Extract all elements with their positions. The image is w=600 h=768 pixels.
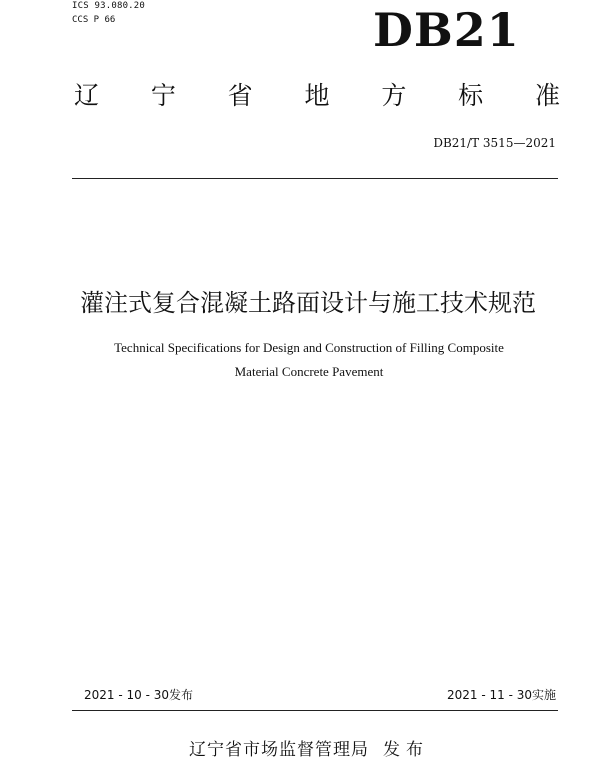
issuer-name: 辽宁省市场监督管理局 xyxy=(189,740,369,760)
implementation-date: 2021 - 11 - 30实施 xyxy=(447,688,556,702)
bottom-divider xyxy=(72,710,558,711)
standard-type-char: 宁 xyxy=(150,81,176,110)
standard-code-logo: DB21 xyxy=(373,3,520,57)
issuer-verb: 发布 xyxy=(383,740,429,760)
standard-type-heading xyxy=(74,80,560,112)
english-title-line-2: Material Concrete Pavement xyxy=(234,364,384,379)
standard-type-char: 辽 xyxy=(74,81,100,110)
standard-type-char: 准 xyxy=(534,81,560,110)
standard-type-char: 方 xyxy=(381,81,407,110)
english-title-line-1: Technical Specifications for Design and Construction of Filling Composite xyxy=(114,340,504,355)
standard-type-char: 省 xyxy=(227,81,253,110)
english-title xyxy=(0,337,600,383)
issuing-authority xyxy=(0,738,600,762)
ccs-code: CCS P 66 xyxy=(72,15,116,25)
ics-code: ICS 93.080.20 xyxy=(72,1,146,11)
standard-type-char: 标 xyxy=(458,81,484,110)
issue-date: 2021 - 10 - 30发布 xyxy=(84,688,193,702)
top-divider xyxy=(72,178,558,179)
chinese-title: 灌注式复合混凝土路面设计与施工技术规范 xyxy=(80,289,536,317)
standard-type-char: 地 xyxy=(304,81,330,110)
standard-number: DB21/T 3515—2021 xyxy=(433,136,556,150)
